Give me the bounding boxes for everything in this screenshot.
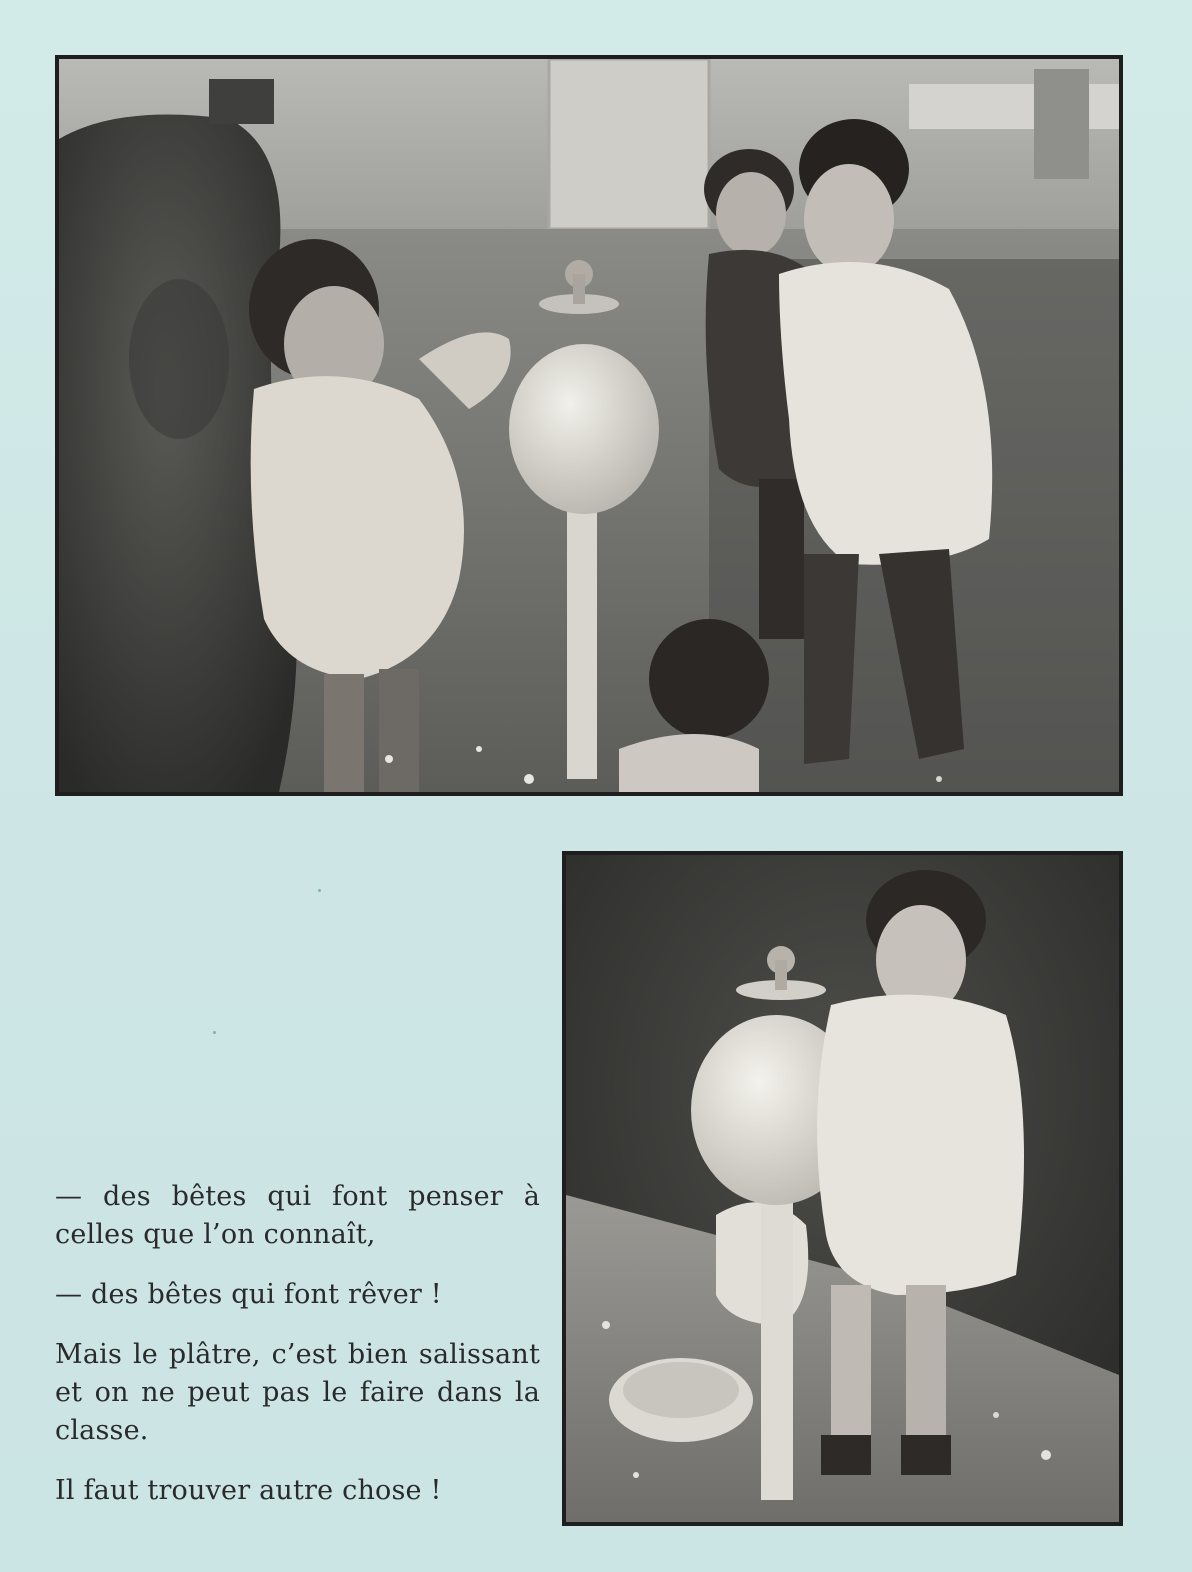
text-paragraph-2: — des bêtes qui font rêver ! [55, 1279, 442, 1310]
paper-speck [318, 889, 321, 892]
text-paragraph-3: Mais le plâtre, c’est bien salissant et on ne peut pas le faire dans la classe. [55, 1339, 540, 1446]
text-paragraph-4: Il faut trouver autre chose ! [55, 1475, 442, 1506]
body-text [55, 1178, 540, 1510]
photo-child-with-plaster-sculpture [562, 851, 1123, 1526]
paper-speck [213, 1031, 216, 1034]
photo-top-illustration [59, 59, 1119, 792]
photo-bottom-illustration [566, 855, 1119, 1522]
text-paragraph-1: — des bêtes qui font penser à celles que l’on connaît, [55, 1181, 540, 1250]
photo-children-plaster-sculpture-group [55, 55, 1123, 796]
